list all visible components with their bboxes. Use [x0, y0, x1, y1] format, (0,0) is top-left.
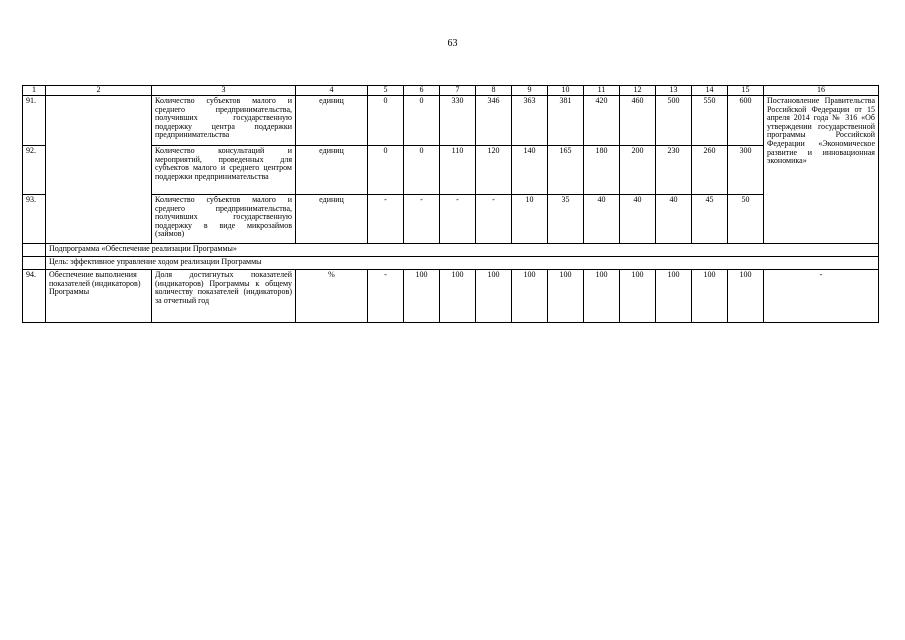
value-cell: 260 [692, 146, 728, 195]
value-cell: 346 [476, 96, 512, 146]
value-cell: 0 [368, 96, 404, 146]
header-cell: 14 [692, 86, 728, 96]
indicator-group-name [46, 96, 152, 244]
header-cell: 12 [620, 86, 656, 96]
value-cell: 230 [656, 146, 692, 195]
value-cell: 10 [512, 195, 548, 244]
value-cell: 363 [512, 96, 548, 146]
indicator-name: Количество субъектов малого и среднего предпринимательства, получивших государственную поддержку центра поддержки предпринимательства [152, 96, 296, 146]
indicator-name: Доля достигнутых показателей (индикаторов) Программы к общему количеству показателей (индикаторов) за отчетный год [152, 270, 296, 323]
value-cell: 500 [656, 96, 692, 146]
header-cell: 13 [656, 86, 692, 96]
header-cell: 15 [728, 86, 764, 96]
value-cell: 550 [692, 96, 728, 146]
header-cell: 5 [368, 86, 404, 96]
indicator-name: Количество субъектов малого и среднего предпринимательства, получивших государственную поддержку в виде микрозаймов (займов) [152, 195, 296, 244]
value-cell: 40 [620, 195, 656, 244]
header-cell: 16 [764, 86, 879, 96]
value-cell: - [440, 195, 476, 244]
value-cell: 180 [584, 146, 620, 195]
indicator-name: Количество консультаций и мероприятий, проведенных для субъектов малого и среднего центром поддержки предпринимательства [152, 146, 296, 195]
value-cell: 45 [692, 195, 728, 244]
value-cell: - [368, 195, 404, 244]
value-cell: 100 [476, 270, 512, 323]
value-cell: - [476, 195, 512, 244]
subprogram-row [23, 244, 879, 257]
table-row [23, 96, 879, 146]
table-row [23, 270, 879, 323]
value-cell: 100 [656, 270, 692, 323]
header-cell: 8 [476, 86, 512, 96]
value-cell: 460 [620, 96, 656, 146]
row-number: 92. [23, 146, 46, 195]
empty-cell [23, 257, 46, 270]
indicator-group-name: Обеспечение выполнения показателей (индикаторов) Программы [46, 270, 152, 323]
value-cell: 330 [440, 96, 476, 146]
value-cell: 165 [548, 146, 584, 195]
value-cell: 381 [548, 96, 584, 146]
header-cell: 3 [152, 86, 296, 96]
page-number: 63 [447, 38, 458, 49]
value-cell: 100 [692, 270, 728, 323]
header-cell: 7 [440, 86, 476, 96]
header-cell: 9 [512, 86, 548, 96]
row-number: 91. [23, 96, 46, 146]
value-cell: 0 [404, 96, 440, 146]
source-document: Постановление Правительства Российской Федерации от 15 апреля 2014 года № 316 «Об утверждении государственной программы Российской Федерации «Экономическое развитие и инновационная экономика» [764, 96, 879, 244]
empty-cell [23, 244, 46, 257]
value-cell: 100 [548, 270, 584, 323]
row-number: 94. [23, 270, 46, 323]
header-cell: 1 [23, 86, 46, 96]
unit-cell: % [296, 270, 368, 323]
goal-title: Цель: эффективное управление ходом реализации Программы [46, 257, 879, 270]
indicators-table [22, 85, 879, 323]
header-cell: 6 [404, 86, 440, 96]
unit-cell: единиц [296, 195, 368, 244]
value-cell: 300 [728, 146, 764, 195]
header-cell: 4 [296, 86, 368, 96]
value-cell: 100 [620, 270, 656, 323]
value-cell: 0 [368, 146, 404, 195]
value-cell: 100 [584, 270, 620, 323]
value-cell: 50 [728, 195, 764, 244]
value-cell: 420 [584, 96, 620, 146]
header-cell: 2 [46, 86, 152, 96]
header-row [23, 86, 879, 96]
subprogram-title: Подпрограмма «Обеспечение реализации Программы» [46, 244, 879, 257]
value-cell: - [404, 195, 440, 244]
value-cell: 100 [404, 270, 440, 323]
value-cell: - [368, 270, 404, 323]
header-cell: 10 [548, 86, 584, 96]
value-cell: 40 [656, 195, 692, 244]
value-cell: 100 [512, 270, 548, 323]
value-cell: 0 [404, 146, 440, 195]
table-row [23, 195, 879, 244]
goal-row [23, 257, 879, 270]
value-cell: 600 [728, 96, 764, 146]
value-cell: 35 [548, 195, 584, 244]
source-document: - [764, 270, 879, 323]
value-cell: 110 [440, 146, 476, 195]
header-cell: 11 [584, 86, 620, 96]
value-cell: 40 [584, 195, 620, 244]
unit-cell: единиц [296, 96, 368, 146]
value-cell: 120 [476, 146, 512, 195]
value-cell: 140 [512, 146, 548, 195]
row-number: 93. [23, 195, 46, 244]
value-cell: 100 [728, 270, 764, 323]
table-row [23, 146, 879, 195]
value-cell: 100 [440, 270, 476, 323]
unit-cell: единиц [296, 146, 368, 195]
value-cell: 200 [620, 146, 656, 195]
